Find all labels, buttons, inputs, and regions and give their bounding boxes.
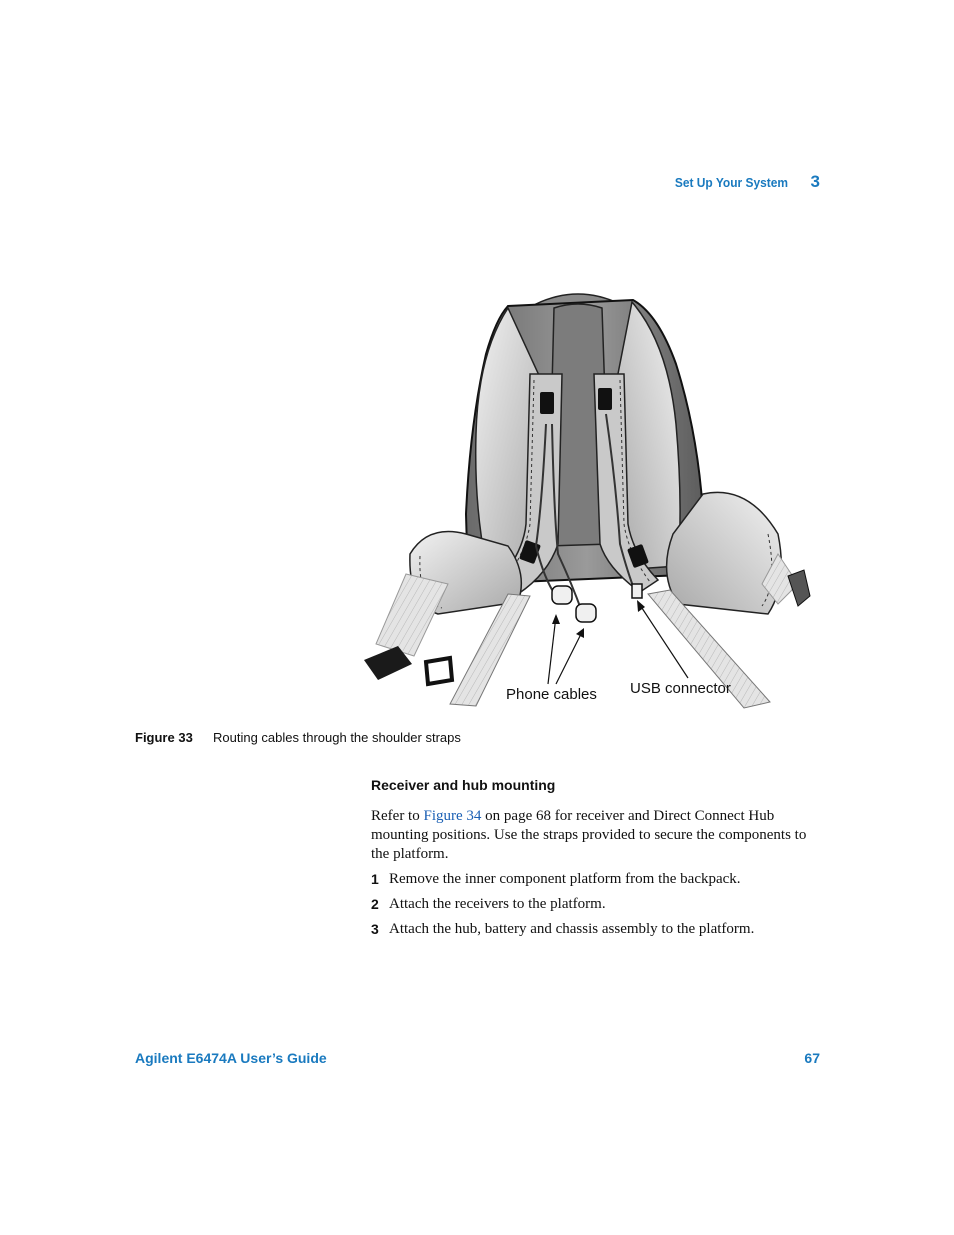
footer-guide-title: Agilent E6474A User’s Guide bbox=[135, 1050, 327, 1066]
step-item bbox=[371, 920, 831, 939]
step-number: 1 bbox=[371, 871, 379, 887]
phone-cable-plug-1 bbox=[552, 586, 572, 604]
step-item bbox=[371, 895, 831, 914]
left-belt-webbing bbox=[376, 574, 448, 656]
running-footer bbox=[135, 1050, 820, 1066]
usb-connector-label: USB connector bbox=[630, 680, 731, 697]
usb-connector-plug bbox=[632, 584, 642, 598]
header-section-title: Set Up Your System bbox=[675, 175, 789, 190]
paragraph-text-before: Refer to bbox=[371, 808, 424, 824]
backpack-illustration bbox=[358, 284, 820, 710]
step-text: Attach the receivers to the platform. bbox=[389, 896, 606, 912]
phone-cable-arrow-1 bbox=[548, 616, 556, 684]
step-text: Remove the inner component platform from the backpack. bbox=[389, 871, 741, 887]
figure-caption-number: Figure 33 bbox=[135, 730, 193, 745]
step-item bbox=[371, 870, 831, 889]
phone-cable-arrow-2 bbox=[556, 630, 583, 684]
footer-page-number: 67 bbox=[804, 1050, 820, 1066]
belt-buckle-male bbox=[426, 658, 452, 684]
figure-34-link[interactable]: Figure 34 bbox=[423, 808, 482, 824]
step-text: Attach the hub, battery and chassis assembly to the platform. bbox=[389, 921, 755, 937]
header-chapter-number: 3 bbox=[810, 172, 820, 191]
steps-list bbox=[371, 870, 831, 945]
step-number: 3 bbox=[371, 921, 379, 937]
figure-caption-text: Routing cables through the shoulder straps bbox=[213, 730, 461, 745]
step-number: 2 bbox=[371, 896, 379, 912]
paragraph-text-after: on page 68 for receiver and Direct Connect Hub mounting positions. Use the straps provided to secure the components to the platform. bbox=[371, 808, 807, 862]
running-header bbox=[665, 172, 820, 192]
left-strap-buckle-top bbox=[540, 392, 554, 414]
right-strap-buckle-top bbox=[598, 388, 612, 410]
intro-paragraph bbox=[371, 807, 826, 864]
backpack-figure bbox=[358, 284, 820, 710]
phone-cables-label: Phone cables bbox=[506, 686, 597, 703]
phone-cable-plug-2 bbox=[576, 604, 596, 622]
figure-caption bbox=[135, 730, 461, 745]
section-heading: Receiver and hub mounting bbox=[371, 777, 556, 793]
